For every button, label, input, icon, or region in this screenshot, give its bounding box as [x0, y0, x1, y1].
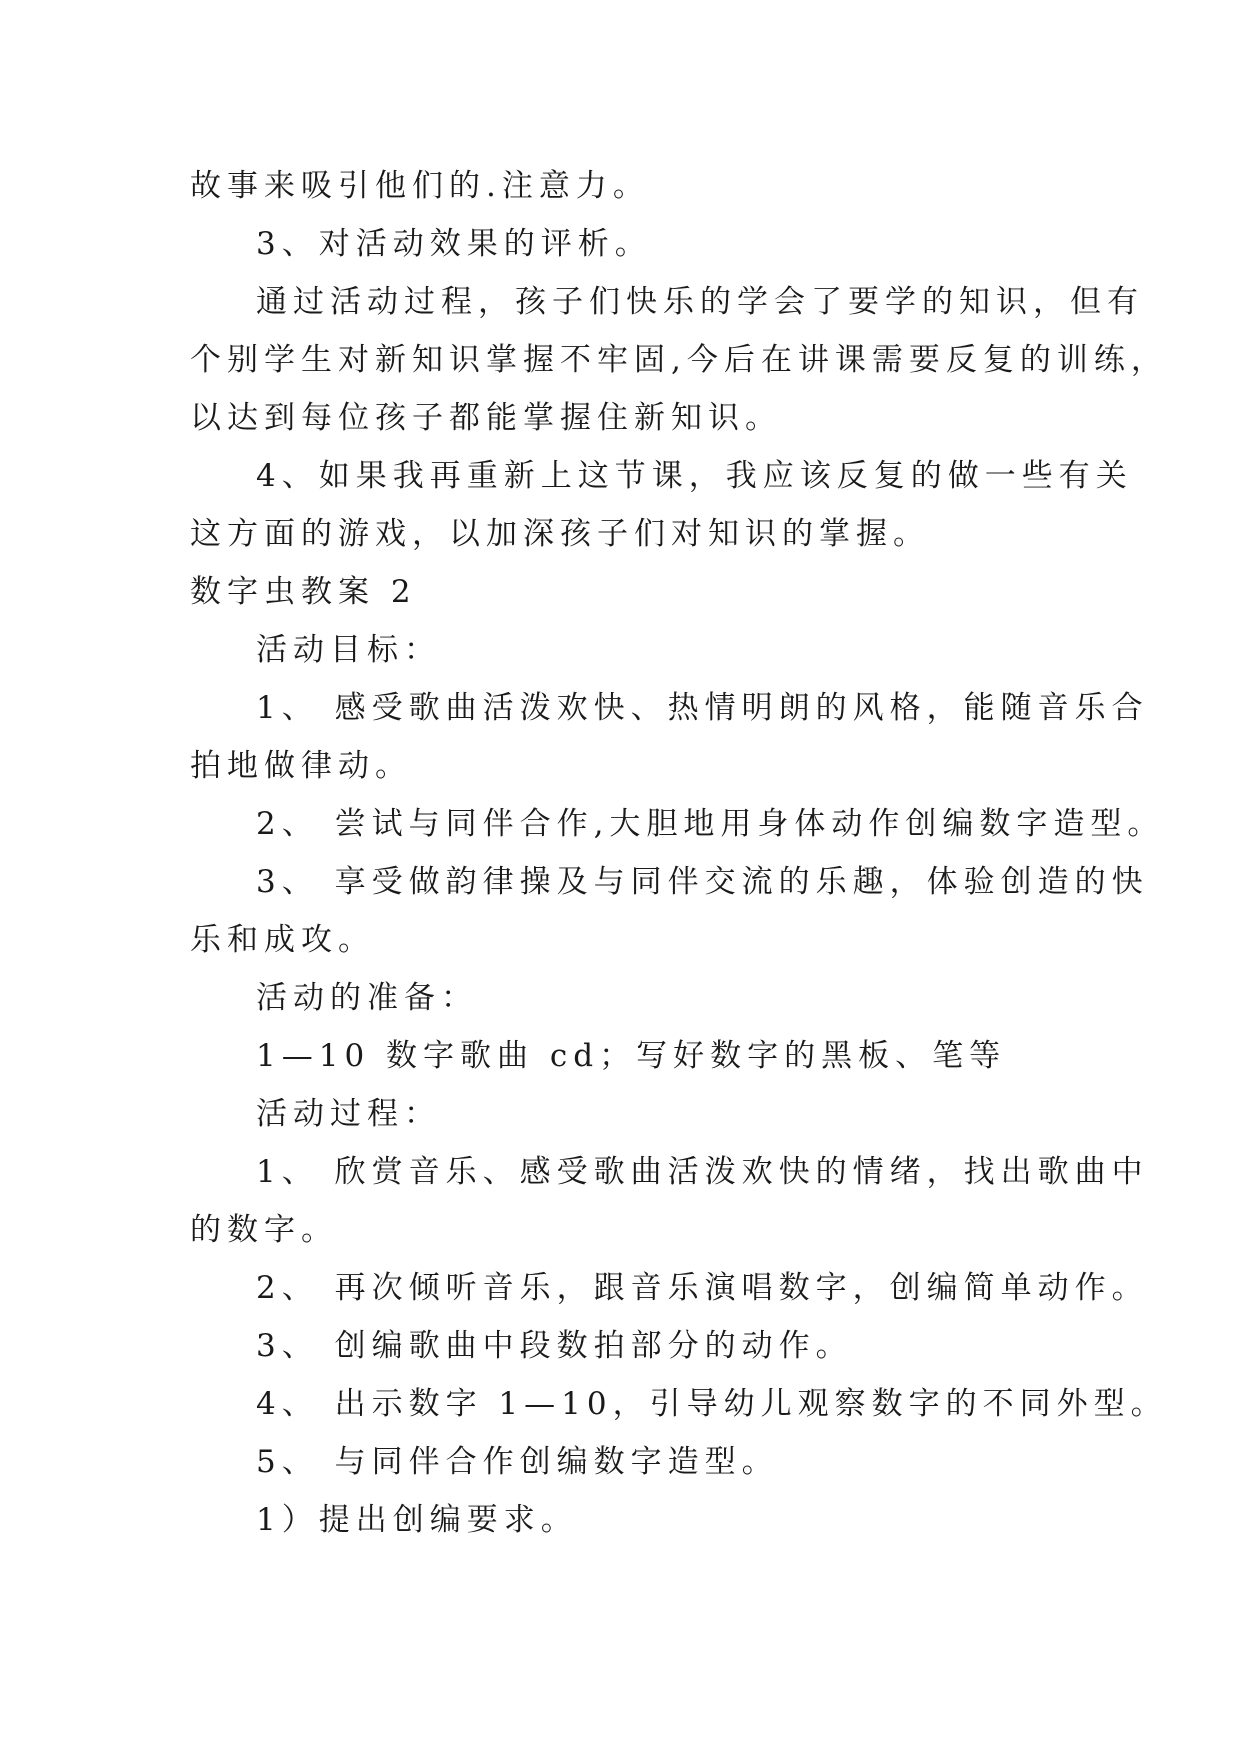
text-line: 3、 创编歌曲中段数拍部分的动作。 — [256, 1328, 853, 1364]
text-line: 通过活动过程，孩子们快乐的学会了要学的知识，但有 — [256, 284, 1144, 320]
text-line: 3、 享受做韵律操及与同伴交流的乐趣，体验创造的快 — [256, 864, 1149, 900]
text-line: 活动过程： — [256, 1096, 441, 1132]
text-line: 4、 出示数字 1—10，引导幼儿观察数字的不同外型。 — [256, 1386, 1168, 1422]
text-line: 5、 与同伴合作创编数字造型。 — [256, 1444, 779, 1480]
text-line: 这方面的游戏，以加深孩子们对知识的掌握。 — [190, 516, 930, 552]
text-line: 1—10 数字歌曲 cd；写好数字的黑板、笔等 — [256, 1038, 1007, 1074]
text-line: 活动的准备： — [256, 980, 478, 1016]
text-line: 3、对活动效果的评析。 — [256, 226, 652, 262]
text-line: 1、 欣赏音乐、感受歌曲活泼欢快的情绪，找出歌曲中 — [256, 1154, 1149, 1190]
text-line: 拍地做律动。 — [190, 748, 412, 784]
text-line: 乐和成攻。 — [190, 922, 375, 958]
text-line: 故事来吸引他们的.注意力。 — [190, 168, 650, 204]
text-line: 以达到每位孩子都能掌握住新知识。 — [190, 400, 782, 436]
section-heading: 数字虫教案 2 — [190, 574, 417, 610]
text-line: 4、如果我再重新上这节课，我应该反复的做一些有关 — [256, 458, 1133, 494]
text-line: 1）提出创编要求。 — [256, 1502, 578, 1538]
text-line: 2、 尝试与同伴合作,大胆地用身体动作创编数字造型。 — [256, 806, 1165, 842]
text-line: 的数字。 — [190, 1212, 338, 1248]
text-line: 个别学生对新知识掌握不牢固,今后在讲课需要反复的训练， — [190, 342, 1168, 378]
text-line: 1、 感受歌曲活泼欢快、热情明朗的风格，能随音乐合 — [256, 690, 1149, 726]
text-line: 活动目标： — [256, 632, 441, 668]
text-line: 2、 再次倾听音乐，跟音乐演唱数字，创编简单动作。 — [256, 1270, 1149, 1306]
